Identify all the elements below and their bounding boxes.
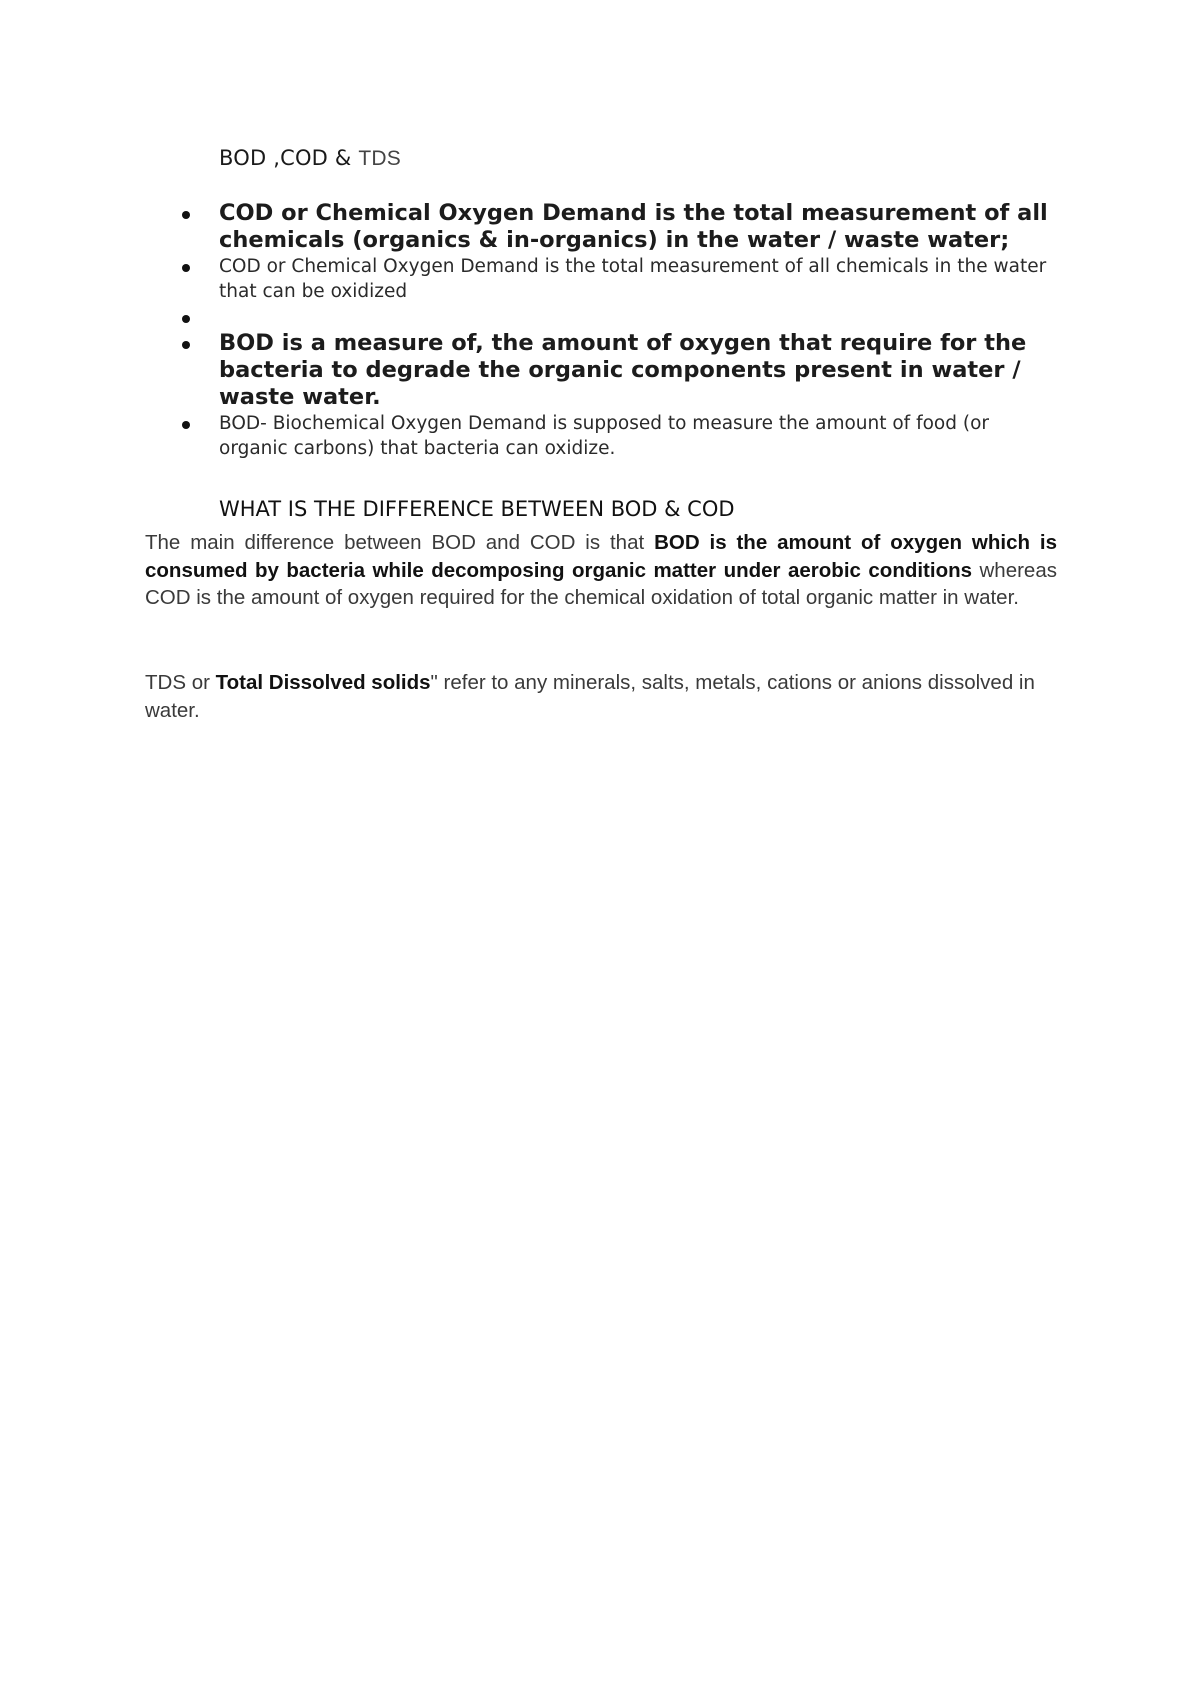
difference-intro: The main difference between BOD and COD is that xyxy=(145,531,655,554)
list-item-text: COD or Chemical Oxygen Demand is the total measurement of all chemicals (organics & in-organics) in the water / waste water; xyxy=(219,200,1048,253)
bullet-icon xyxy=(182,264,190,272)
bullet-icon xyxy=(182,315,190,323)
tds-intro: TDS or xyxy=(145,671,216,694)
bullet-icon xyxy=(182,421,190,429)
title-part-2: TDS xyxy=(358,147,401,170)
definition-list xyxy=(172,200,1052,461)
document-title xyxy=(219,146,401,171)
list-item-text: COD or Chemical Oxygen Demand is the total measurement of all chemicals in the water that can be oxidized xyxy=(219,256,1047,302)
list-item-cod-oxidized xyxy=(172,254,1052,304)
difference-rest: whereas COD is the amount of oxygen required for the chemical oxidation of total organic matter in water. xyxy=(145,558,1057,609)
bullet-icon xyxy=(182,341,190,349)
bullet-icon xyxy=(182,211,190,219)
list-item-cod-definition xyxy=(172,200,1052,254)
difference-heading: WHAT IS THE DIFFERENCE BETWEEN BOD & COD xyxy=(219,497,735,521)
tds-bold: Total Dissolved solids xyxy=(215,671,431,694)
list-item-text: BOD is a measure of, the amount of oxygen that require for the bacteria to degrade the organic components present in water / waste water. xyxy=(219,330,1027,410)
tds-paragraph xyxy=(145,669,1057,724)
difference-paragraph xyxy=(145,529,1057,612)
title-part-1: BOD ,COD & xyxy=(219,146,359,170)
list-item-bod-biochemical xyxy=(172,411,1052,461)
tds-rest: " refer to any minerals, salts, metals, cations or anions dissolved in water. xyxy=(145,671,1035,722)
list-item-text: BOD- Biochemical Oxygen Demand is supposed to measure the amount of food (or organic carbons) that bacteria can oxidize. xyxy=(219,413,989,459)
difference-bold: BOD is the amount of oxygen which is consumed by bacteria while decomposing organic matter under aerobic conditions xyxy=(145,531,1057,582)
list-item-empty xyxy=(172,304,1052,330)
list-item-bod-definition xyxy=(172,330,1052,411)
